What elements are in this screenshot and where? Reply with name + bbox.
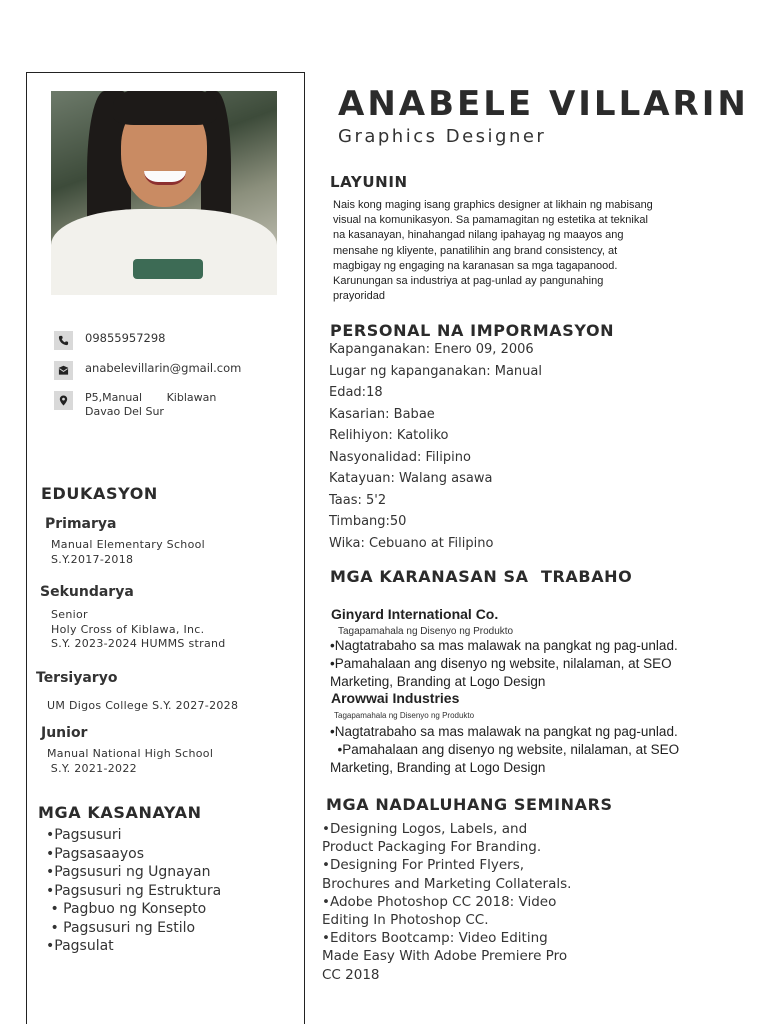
education-details-primarya: Manual Elementary School S.Y.2017-2018 (51, 538, 205, 566)
education-level-tersiyaryo: Tersiyaryo (36, 670, 118, 686)
contact-phone[interactable]: 09855957298 (85, 331, 166, 345)
personal-info-title: PERSONAL NA IMPORMASYON (330, 321, 615, 340)
skill-item: •Pagsusuri ng Ugnayan (46, 864, 211, 880)
full-name: ANABELE VILLARIN (338, 84, 749, 124)
personal-info-list (329, 341, 542, 556)
education-level-primarya: Primarya (45, 516, 117, 532)
skill-item: • Pagbuo ng Konsepto (46, 901, 207, 917)
skill-item: •Pagsusuri ng Estruktura (46, 882, 222, 899)
job-company: Ginyard International Co. (331, 606, 499, 622)
skill-item: •Pagsusuri (46, 827, 122, 843)
education-level-sekundarya: Sekundarya (40, 584, 134, 600)
contact-address-row (54, 391, 216, 419)
photo-hair-top (113, 91, 217, 125)
seminars-list: •Designing Logos, Labels, and Product Packaging For Branding. •Designing For Printed Flyers, Brochures and Marketing Collaterals. •Adobe Photoshop CC 2018: Video Editing In Photoshop CC. •Editors Bootcamp: Video Editing Made Easy With Adobe Premiere Pro CC 2018 (322, 821, 572, 983)
personal-info-item: Taas: 5'2 (329, 492, 387, 508)
mail-icon (54, 361, 73, 380)
objective-title: LAYUNIN (330, 173, 408, 191)
job-position: Tagapamahala ng Disenyo ng Produkto (338, 626, 514, 637)
job-role: Graphics Designer (338, 126, 547, 147)
skill-item: • Pagsusuri ng Estilo (46, 919, 196, 936)
job-company: Arowwai Industries (331, 690, 460, 706)
personal-info-item: Relihiyon: Katoliko (329, 428, 449, 443)
contact-phone-row (54, 331, 165, 350)
job-details: •Nagtatrabaho sa mas malawak na pangkat ng pag-unlad. •Pamahalaan ang disenyo ng website, nilalaman, at SEO Marketing, Branding at Logo Design (330, 724, 680, 775)
contact-email-row (54, 361, 241, 380)
job-position: Tagapamahala ng Disenyo ng Produkto (334, 711, 475, 720)
personal-info-item: Lugar ng kapanganakan: Manual (329, 363, 542, 379)
education-details-junior: Manual National High School S.Y. 2021-2022 (47, 747, 214, 775)
personal-info-item: Katayuan: Walang asawa (329, 471, 493, 486)
personal-info-item: Timbang:50 (329, 514, 407, 529)
work-experience-title: MGA KARANASAN SA TRABAHO (330, 567, 633, 586)
education-title: EDUKASYON (41, 484, 158, 503)
location-icon (54, 391, 73, 410)
contact-email[interactable]: anabelevillarin@gmail.com (85, 361, 242, 375)
photo-tie (133, 259, 203, 279)
personal-info-item: Nasyonalidad: Filipino (329, 449, 471, 465)
photo-shirt (51, 209, 277, 295)
skill-item: •Pagsasaayos (46, 845, 145, 862)
education-details-sekundarya: Senior Holy Cross of Kiblawa, Inc. S.Y. 2023-2024 HUMMS strand (51, 608, 226, 650)
personal-info-item: Kasarian: Babae (329, 406, 435, 422)
seminars-title: MGA NADALUHANG SEMINARS (326, 795, 613, 814)
phone-icon (54, 331, 73, 350)
personal-info-item: Kapanganakan: Enero 09, 2006 (329, 342, 534, 357)
skills-list (46, 826, 221, 956)
education-level-junior: Junior (41, 725, 88, 741)
education-details-tersiyaryo: UM Digos College S.Y. 2027-2028 (47, 699, 239, 712)
personal-info-item: Wika: Cebuano at Filipino (329, 535, 494, 551)
objective-text: Nais kong maging isang graphics designer at likhain ng mabisang visual na komunikasyon. Sa pamamagitan ng estetika at teknikal na kasanayan, hinahangad nilang ipahayag ng maayos ang mensahe ng kliyente, panatilihin ang brand consistency, at magbigay ng engaging na karanasan sa mga tagapanood. Karunungan sa industriya at pag-unlad ay pangunahing prayoridad (333, 199, 653, 303)
skills-title: MGA KASANAYAN (38, 803, 202, 822)
job-details: •Nagtatrabaho sa mas malawak na pangkat ng pag-unlad. •Pamahalaan ang disenyo ng website, nilalaman, at SEO Marketing, Branding at Logo Design (330, 638, 678, 689)
profile-photo (51, 91, 277, 295)
skill-item: •Pagsulat (46, 938, 114, 954)
personal-info-item: Edad:18 (329, 385, 383, 400)
contact-address: P5,Manual Kiblawan Davao Del Sur (85, 391, 217, 418)
